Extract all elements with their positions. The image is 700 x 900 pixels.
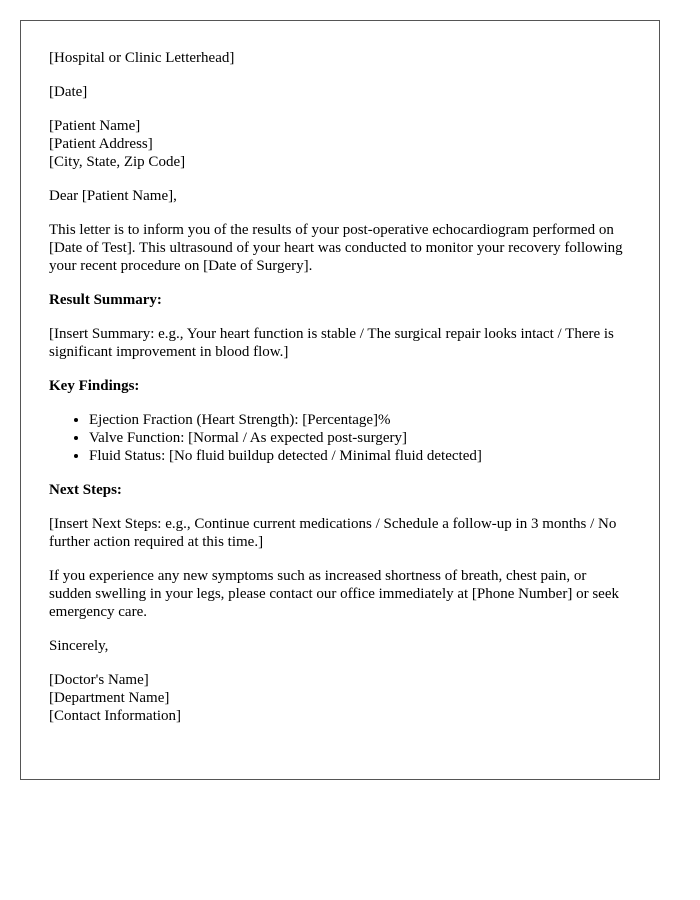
list-item: • Ejection Fraction (Heart Strength): [Percentage]%: [89, 411, 631, 429]
list-item: • Fluid Status: [No fluid buildup detected / Minimal fluid detected]: [89, 447, 631, 465]
letter-frame: [20, 20, 660, 780]
recipient-address: [Patient Address]: [49, 136, 153, 152]
key-findings-list: [49, 411, 631, 465]
contact-information: [Contact Information]: [49, 708, 182, 724]
result-summary-text: [Insert Summary: e.g., Your heart function is stable / The surgical repair looks intact / There is significant improvement in blood flow.]: [49, 326, 614, 360]
recipient-name: [Patient Name]: [49, 118, 141, 134]
signature-block: [49, 671, 631, 725]
doctor-name: [Doctor's Name]: [49, 672, 149, 688]
closing: Sincerely,: [49, 638, 109, 654]
letterhead: [Hospital or Clinic Letterhead]: [49, 50, 235, 66]
salutation: Dear [Patient Name],: [49, 188, 177, 204]
department-name: [Department Name]: [49, 690, 170, 706]
result-summary-heading: Result Summary:: [49, 292, 162, 308]
key-findings-heading: Key Findings:: [49, 378, 140, 394]
intro-paragraph: This letter is to inform you of the results of your post-operative echocardiogram performed on [Date of Test]. This ultrasound of your heart was conducted to monitor your recovery following your recent procedure on [Date of Surgery].: [49, 222, 623, 274]
next-steps-text: [Insert Next Steps: e.g., Continue current medications / Schedule a follow-up in 3 months / No further action required at this time.]: [49, 516, 617, 550]
recipient-city-state-zip: [City, State, Zip Code]: [49, 154, 186, 170]
next-steps-heading: Next Steps:: [49, 482, 122, 498]
letter-date: [Date]: [49, 84, 88, 100]
recipient-address-block: [49, 117, 631, 171]
list-item: • Valve Function: [Normal / As expected post-surgery]: [89, 429, 631, 447]
warning-paragraph: If you experience any new symptoms such as increased shortness of breath, chest pain, or sudden swelling in your legs, please contact our office immediately at [Phone Number] or seek emergency care.: [49, 568, 619, 620]
